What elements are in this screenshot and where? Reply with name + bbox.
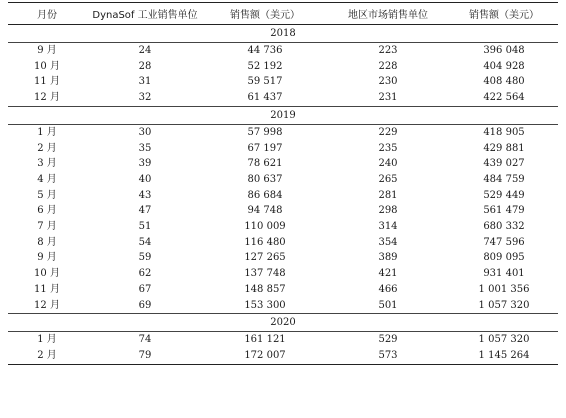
- cell-market-units: 421: [378, 268, 398, 280]
- cell-dynasof-units: 30: [138, 126, 152, 138]
- cell-month: 5 月: [37, 189, 57, 201]
- sales-table: [8, 2, 558, 365]
- cell-market-units: 573: [326, 348, 450, 364]
- cell-market-sales: 809 095: [483, 252, 525, 264]
- cell-dynasof-units: 69: [138, 299, 152, 311]
- cell-market-units: 501: [378, 299, 398, 311]
- cell-market-sales: 1 145 264: [450, 348, 558, 364]
- table-row: [8, 332, 558, 348]
- table-row: [8, 141, 558, 157]
- table-row: [8, 90, 558, 106]
- cell-month: 12 月: [34, 299, 60, 311]
- cell-dynasof-sales: 127 265: [244, 252, 286, 264]
- cell-month: 6 月: [37, 205, 57, 217]
- cell-dynasof-sales: 67 197: [247, 142, 283, 154]
- cell-market-sales: 418 905: [483, 126, 525, 138]
- cell-dynasof-sales: 52 192: [247, 60, 283, 72]
- cell-market-units: 529: [378, 334, 398, 346]
- table-row: [8, 348, 558, 364]
- header-market-units: 地区市场销售单位: [326, 3, 450, 25]
- cell-dynasof-sales: 172 007: [204, 348, 326, 364]
- cell-dynasof-units: 54: [138, 236, 152, 248]
- cell-dynasof-units: 28: [138, 60, 152, 72]
- table-row: [8, 124, 558, 140]
- table-header: [8, 3, 558, 25]
- cell-market-sales: 931 401: [483, 268, 525, 280]
- cell-dynasof-sales: 80 637: [247, 173, 283, 185]
- table-row: [8, 43, 558, 59]
- cell-market-units: 466: [378, 283, 398, 295]
- cell-month: 10 月: [34, 268, 60, 280]
- cell-dynasof-units: 35: [138, 142, 152, 154]
- year-label: 2018: [8, 25, 558, 43]
- cell-month: 11 月: [34, 283, 60, 295]
- cell-market-sales: 1 057 320: [478, 334, 530, 346]
- header-dynasof-sales: 销售额（美元）: [204, 3, 326, 25]
- table-row: [8, 266, 558, 282]
- year-row: [8, 106, 558, 124]
- cell-market-units: 235: [378, 142, 398, 154]
- cell-market-units: 223: [378, 45, 398, 56]
- cell-market-units: 265: [378, 173, 398, 185]
- cell-month: 7 月: [37, 221, 57, 233]
- cell-month: 1 月: [37, 126, 57, 138]
- cell-month: 9 月: [37, 252, 57, 264]
- cell-market-sales: 561 479: [483, 205, 525, 217]
- cell-dynasof-units: 79: [86, 348, 204, 364]
- cell-dynasof-units: 67: [138, 283, 152, 295]
- cell-dynasof-units: 32: [138, 92, 152, 104]
- cell-month: 3 月: [37, 158, 57, 170]
- cell-dynasof-sales: 57 998: [247, 126, 283, 138]
- cell-dynasof-units: 74: [138, 334, 152, 346]
- header-month: 月份: [8, 3, 86, 25]
- cell-market-sales: 439 027: [483, 158, 525, 170]
- cell-month: 2 月: [37, 142, 57, 154]
- cell-month: 2 月: [8, 348, 86, 364]
- cell-dynasof-sales: 94 748: [247, 205, 283, 217]
- cell-dynasof-sales: 110 009: [244, 221, 286, 233]
- cell-month: 11 月: [34, 76, 60, 88]
- cell-market-units: 228: [378, 60, 398, 72]
- table-row: [8, 282, 558, 298]
- cell-dynasof-units: 31: [138, 76, 152, 88]
- cell-month: 10 月: [34, 60, 60, 72]
- cell-market-sales: 422 564: [483, 92, 525, 104]
- table-row: [8, 59, 558, 75]
- table-row: [8, 219, 558, 235]
- cell-month: 8 月: [37, 236, 57, 248]
- cell-dynasof-units: 24: [138, 45, 152, 56]
- cell-dynasof-sales: 78 621: [247, 158, 283, 170]
- cell-market-sales: 484 759: [483, 173, 525, 185]
- cell-month: 1 月: [37, 334, 57, 346]
- table-row: [8, 156, 558, 172]
- cell-dynasof-units: 47: [138, 205, 152, 217]
- cell-market-units: 230: [378, 76, 398, 88]
- year-label: 2019: [8, 106, 558, 124]
- cell-dynasof-sales: 61 437: [247, 92, 283, 104]
- cell-market-sales: 408 480: [483, 76, 525, 88]
- cell-month: 4 月: [37, 173, 57, 185]
- cell-market-sales: 529 449: [483, 189, 525, 201]
- year-row: [8, 25, 558, 43]
- table-row: [8, 250, 558, 266]
- cell-dynasof-units: 40: [138, 173, 152, 185]
- cell-market-sales: 429 881: [483, 142, 525, 154]
- cell-dynasof-units: 51: [138, 221, 152, 233]
- cell-market-units: 229: [378, 126, 398, 138]
- header-row: [8, 3, 558, 25]
- cell-dynasof-sales: 148 857: [244, 283, 286, 295]
- cell-dynasof-sales: 86 684: [247, 189, 283, 201]
- cell-market-units: 231: [378, 92, 398, 104]
- cell-market-units: 314: [378, 221, 398, 233]
- table-body: [8, 25, 558, 365]
- cell-dynasof-units: 59: [138, 252, 152, 264]
- year-label: 2020: [8, 314, 558, 332]
- cell-market-units: 298: [378, 205, 398, 217]
- cell-dynasof-sales: 161 121: [244, 334, 286, 346]
- year-row: [8, 314, 558, 332]
- cell-market-units: 389: [378, 252, 398, 264]
- header-market-sales: 销售额（美元）: [450, 3, 558, 25]
- cell-market-sales: 1 057 320: [478, 299, 530, 311]
- cell-market-units: 354: [378, 236, 398, 248]
- cell-market-sales: 404 928: [483, 60, 525, 72]
- cell-dynasof-sales: 44 736: [247, 45, 283, 56]
- cell-market-sales: 396 048: [483, 45, 525, 56]
- header-dynasof-units: DynaSof 工业销售单位: [86, 3, 204, 25]
- cell-market-sales: 1 001 356: [478, 283, 530, 295]
- table-row: [8, 188, 558, 204]
- cell-dynasof-sales: 116 480: [244, 236, 286, 248]
- cell-market-sales: 680 332: [483, 221, 525, 233]
- cell-market-units: 240: [378, 158, 398, 170]
- cell-dynasof-units: 62: [138, 268, 152, 280]
- cell-dynasof-sales: 59 517: [247, 76, 283, 88]
- table-row: [8, 235, 558, 251]
- table-row: [8, 172, 558, 188]
- table-row: [8, 203, 558, 219]
- cell-dynasof-sales: 137 748: [244, 268, 286, 280]
- table-row: [8, 74, 558, 90]
- cell-dynasof-sales: 153 300: [244, 299, 286, 311]
- cell-month: 12 月: [34, 92, 60, 104]
- table-row: [8, 298, 558, 314]
- cell-market-units: 281: [378, 189, 398, 201]
- cell-dynasof-units: 39: [138, 158, 152, 170]
- cell-month: 9 月: [37, 45, 57, 56]
- cell-market-sales: 747 596: [483, 236, 525, 248]
- cell-dynasof-units: 43: [138, 189, 152, 201]
